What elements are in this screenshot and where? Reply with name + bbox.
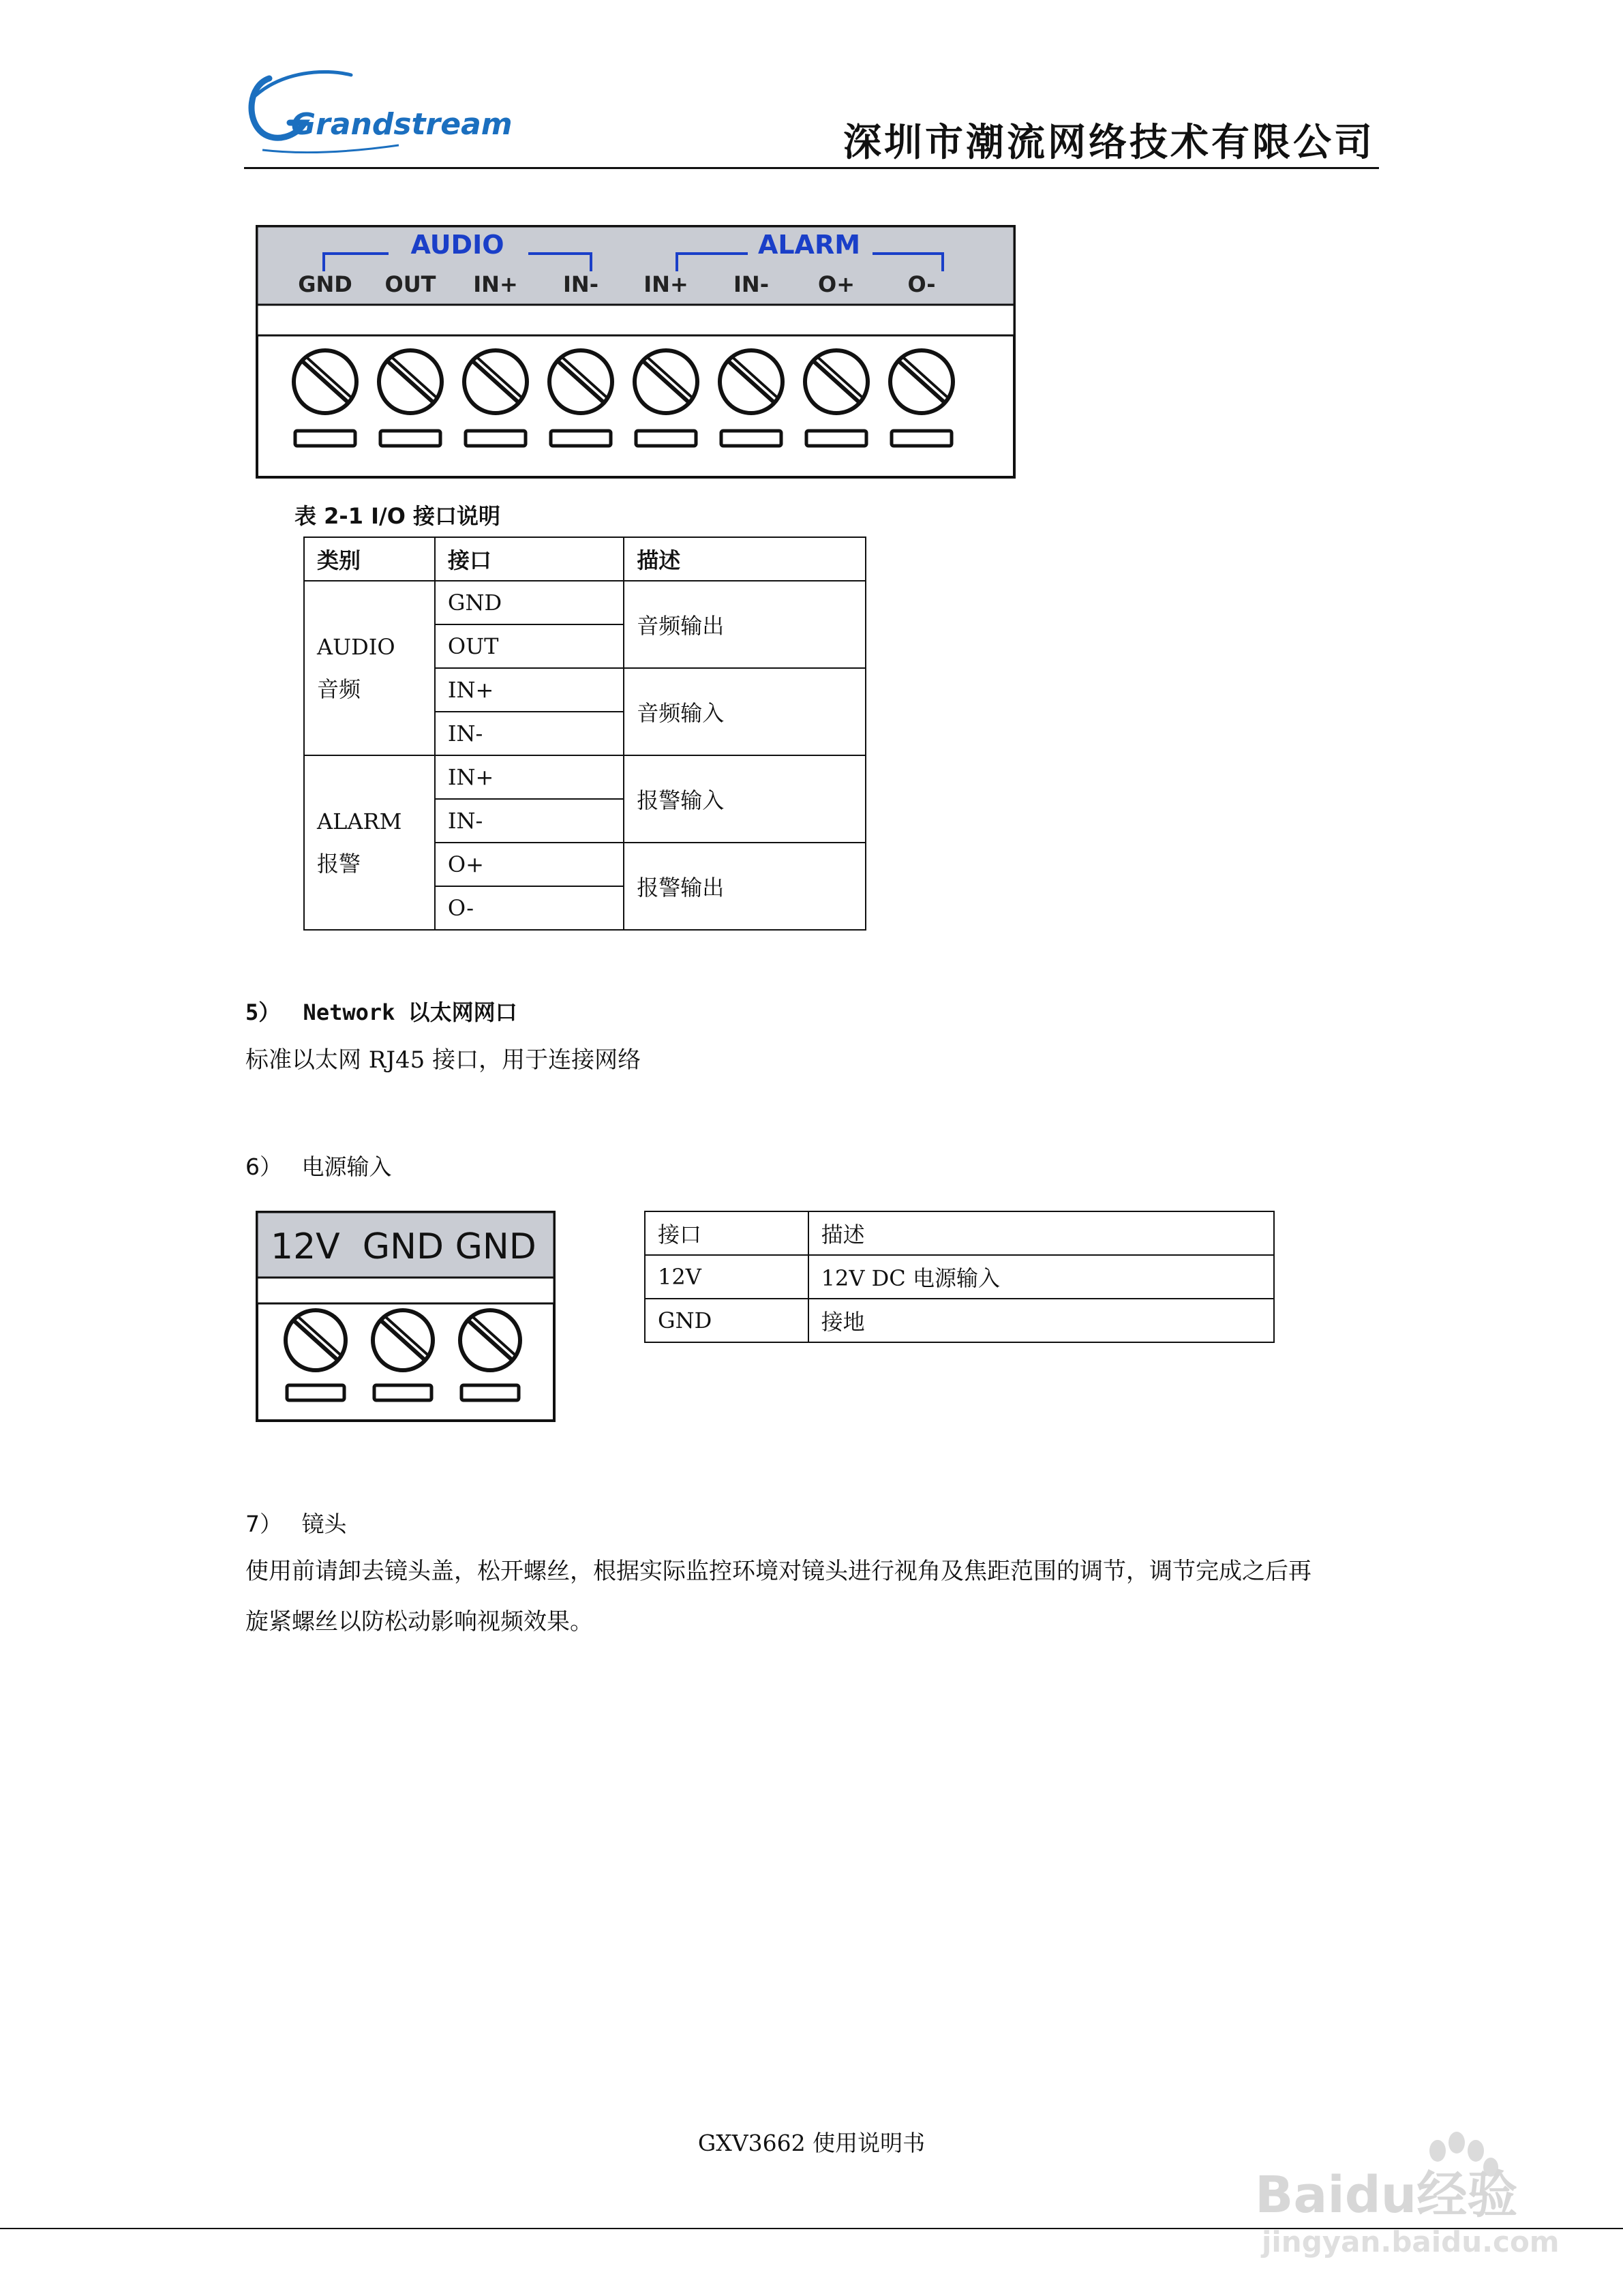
terminal-slot [721, 431, 781, 446]
port-cell: IN- [435, 799, 624, 843]
alarm-group-label: ALARM [757, 230, 861, 260]
section5-title: Network 以太网网口 [303, 999, 517, 1025]
io-table [303, 537, 866, 931]
port-cell: IN+ [435, 755, 624, 799]
terminal-slot [380, 431, 440, 446]
terminal-label: IN+ [643, 271, 688, 297]
io-terminal-diagram [256, 225, 1016, 479]
table-row [304, 755, 866, 799]
terminal-slot [636, 431, 696, 446]
description-cell: 报警输出 [624, 843, 866, 930]
table-header-cell: 接口 [435, 537, 624, 581]
table-row [645, 1255, 1274, 1299]
category-cell [304, 581, 435, 755]
section5-heading [245, 995, 517, 1027]
section6-heading [245, 1149, 392, 1181]
category-cell [304, 755, 435, 930]
table-header-row [645, 1211, 1274, 1255]
description-cell: 报警输入 [624, 755, 866, 843]
port-cell: 12V [645, 1255, 808, 1299]
terminal-screw-icon [379, 350, 442, 413]
power-screw-icon [286, 1310, 346, 1370]
terminal-label: GND [298, 271, 352, 297]
terminal-screw-icon [720, 350, 783, 413]
power-table [644, 1211, 1275, 1343]
table-header-row [304, 537, 866, 581]
section5-number: 5） [245, 999, 281, 1025]
terminal-screw-icon [464, 350, 527, 413]
power-diagram-label: 12V GND GND [271, 1226, 536, 1267]
port-cell: GND [645, 1299, 808, 1342]
power-screw-icon [460, 1310, 520, 1370]
power-terminal-slot [461, 1385, 519, 1400]
category-name-cn: 报警 [317, 851, 361, 877]
terminal-screw-icon [549, 350, 612, 413]
port-cell: O+ [435, 843, 624, 886]
terminal-slot [551, 431, 611, 446]
section7-title: 镜头 [301, 1511, 347, 1537]
table-row [304, 581, 866, 624]
table-header-cell: 接口 [645, 1211, 808, 1255]
svg-text:Baidu经验: Baidu经验 [1255, 2166, 1518, 2224]
section7-body [245, 1546, 1391, 1647]
power-terminal-diagram [256, 1211, 556, 1422]
company-name: 深圳市潮流网络技术有限公司 [843, 121, 1375, 165]
terminal-screw-icon [294, 350, 357, 413]
section5-body: 标准以太网 RJ45 接口，用于连接网络 [245, 1046, 641, 1074]
terminal-screw-icon [635, 350, 697, 413]
terminal-label: O- [907, 271, 936, 297]
description-cell: 接地 [808, 1299, 1274, 1342]
terminal-screw-icon [805, 350, 868, 413]
grandstream-logo [242, 65, 513, 160]
terminal-label: IN+ [473, 271, 518, 297]
terminal-label: IN- [733, 271, 769, 297]
table-header-cell: 描述 [808, 1211, 1274, 1255]
audio-group-label: AUDIO [410, 230, 504, 260]
table-header-cell: 类别 [304, 537, 435, 581]
description-cell: 音频输出 [624, 581, 866, 668]
section7-number: 7） [245, 1511, 282, 1537]
power-terminal-slot [287, 1385, 344, 1400]
terminal-label: IN- [563, 271, 598, 297]
port-cell: IN- [435, 712, 624, 755]
category-name: AUDIO [317, 634, 395, 660]
table-row [645, 1299, 1274, 1342]
section7-heading [245, 1507, 347, 1539]
section6-title: 电源输入 [301, 1153, 392, 1180]
table-header-cell: 描述 [624, 537, 866, 581]
terminal-label: O+ [817, 271, 855, 297]
port-cell: O- [435, 886, 624, 930]
svg-text:jingyan.baidu.com: jingyan.baidu.com [1262, 2225, 1560, 2259]
baidu-watermark [1248, 2124, 1560, 2260]
footer-text: GXV3662 使用说明书 [697, 2130, 926, 2156]
description-cell: 12V DC 电源输入 [808, 1255, 1274, 1299]
io-table-caption: 表 2-1 I/O 接口说明 [294, 503, 501, 529]
power-terminal-slot [374, 1385, 431, 1400]
port-cell: GND [435, 581, 624, 624]
category-name-cn: 音频 [317, 676, 361, 702]
section7-body-line: 使用前请卸去镜头盖，松开螺丝，根据实际监控环境对镜头进行视角及焦距范围的调节，调节完成之后再 [245, 1558, 1311, 1585]
category-name: ALARM [317, 809, 402, 834]
terminal-slot [466, 431, 526, 446]
port-cell: IN+ [435, 668, 624, 712]
port-cell: OUT [435, 624, 624, 668]
description-cell: 音频输入 [624, 668, 866, 755]
power-screw-icon [373, 1310, 433, 1370]
header-divider [244, 167, 1379, 169]
section6-number: 6） [245, 1153, 282, 1180]
terminal-screw-icon [890, 350, 953, 413]
svg-text:Grandstream: Grandstream [291, 107, 513, 142]
terminal-slot [892, 431, 952, 446]
terminal-label: OUT [384, 271, 436, 297]
section7-body-line: 旋紧螺丝以防松动影响视频效果。 [245, 1608, 593, 1635]
terminal-slot [806, 431, 866, 446]
terminal-slot [295, 431, 355, 446]
